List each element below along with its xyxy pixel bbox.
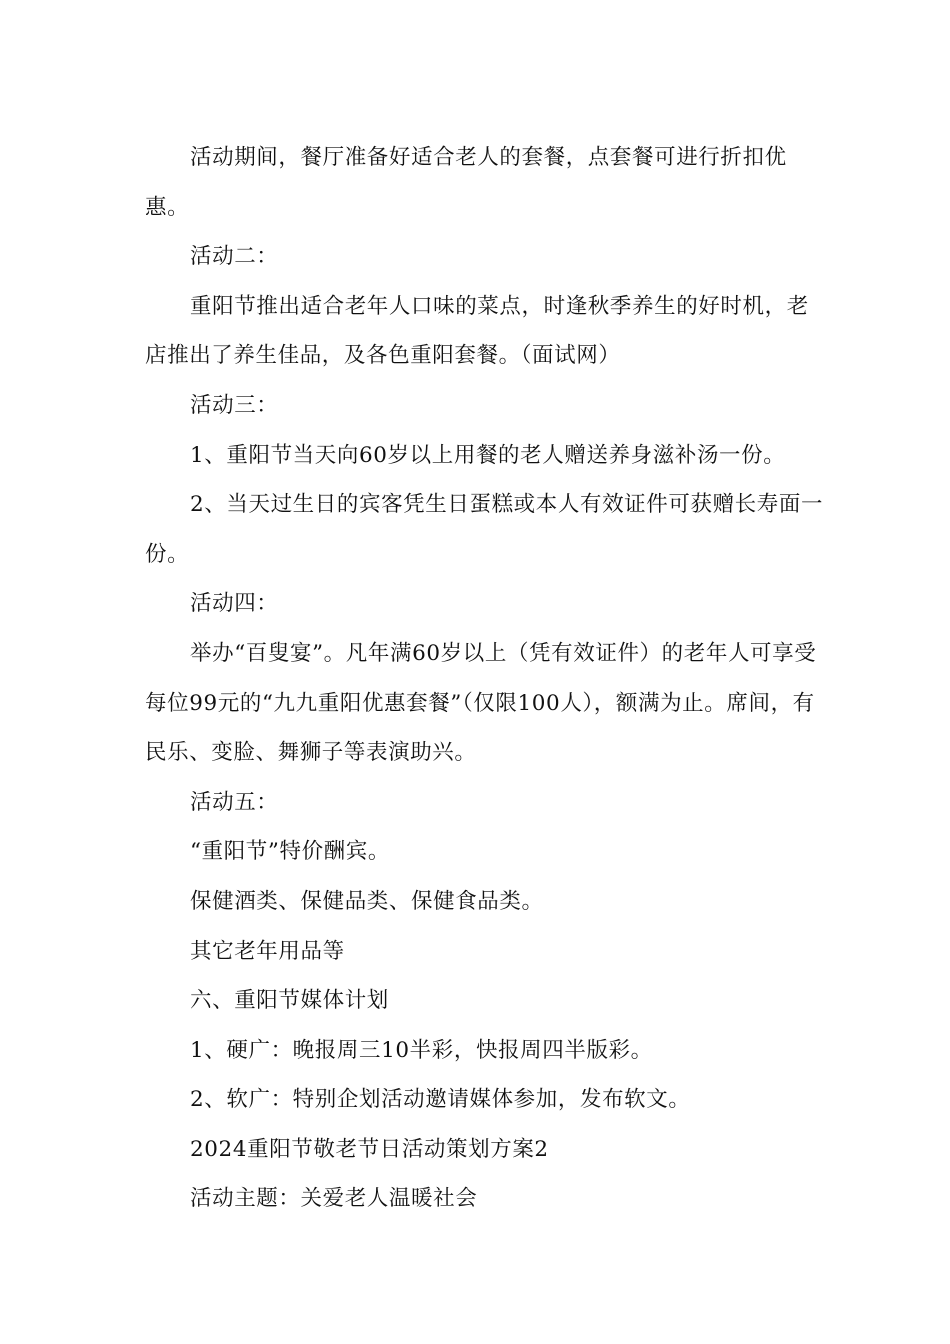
paragraph-activity-four-heading: 活动四： [190, 591, 279, 617]
paragraph-activity-five-heading: 活动五： [190, 789, 279, 815]
paragraph-activity-five-item-3: 其它老年用品等 [190, 938, 345, 964]
paragraph-plan-two-theme: 活动主题：关爱老人温暖社会 [190, 1186, 478, 1212]
paragraph-activity-five-item-2: 保健酒类、保健品类、保健食品类。 [190, 888, 544, 914]
paragraph-plan-two-title: 2024重阳节敬老节日活动策划方案2 [190, 1136, 549, 1162]
paragraph-activity-three-item-2: 2、当天过生日的宾客凭生日蛋糕或本人有效证件可获赠长寿面一份。 [145, 492, 824, 567]
paragraph-activity-three-heading: 活动三： [190, 392, 279, 418]
paragraph-media-plan-item-2: 2、软广：特别企划活动邀请媒体参加，发布软文。 [190, 1087, 691, 1113]
paragraph-activity-four-body: 举办“百叟宴”。凡年满60岁以上（凭有效证件）的老年人可享受每位99元的“九九重阳优惠套餐”（仅限100人），额满为止。席间，有民乐、变脸、舞狮子等表演助兴。 [145, 640, 817, 766]
paragraph-media-plan-item-1: 1、硬广：晚报周三10半彩，快报周四半版彩。 [190, 1037, 653, 1063]
paragraph-activity-three-item-1: 1、重阳节当天向60岁以上用餐的老人赠送养身滋补汤一份。 [190, 442, 786, 468]
paragraph-activity-two-heading: 活动二： [190, 244, 279, 270]
paragraph-media-plan-heading: 六、重阳节媒体计划 [190, 988, 389, 1014]
paragraph-discount-offer: 活动期间，餐厅准备好适合老人的套餐，点套餐可进行折扣优惠。 [145, 145, 787, 220]
paragraph-activity-two-body: 重阳节推出适合老年人口味的菜点，时逢秋季养生的好时机，老店推出了养生佳品，及各色重阳套餐。（面试网） [145, 293, 809, 369]
document-body [145, 133, 825, 1224]
paragraph-activity-five-item-1: “重阳节”特价酬宾。 [190, 839, 390, 865]
